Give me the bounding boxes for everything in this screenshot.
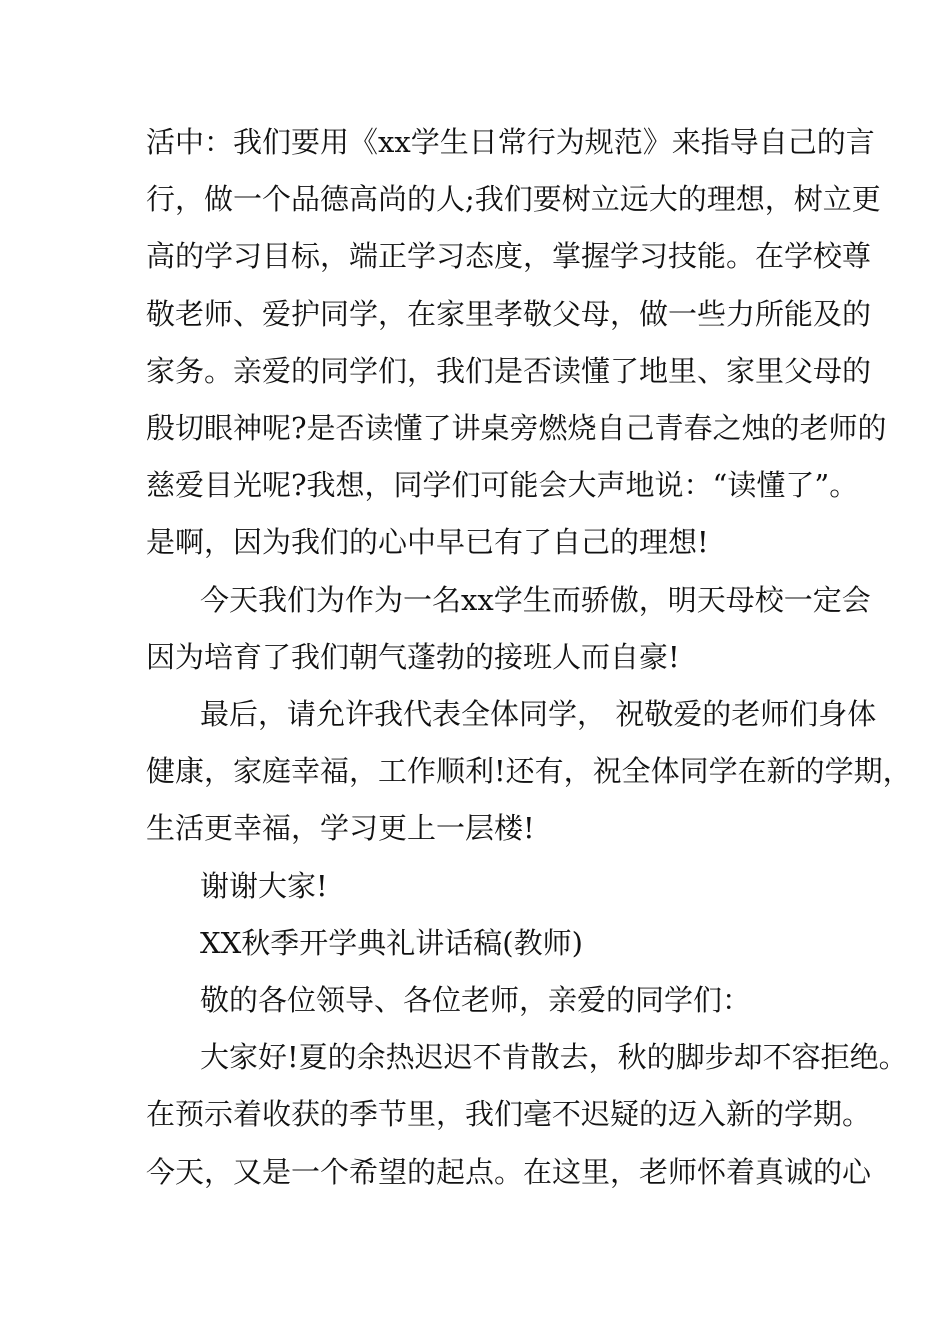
- paragraph-first-line: 大家好!夏的余热迟迟不肯散去，秋的脚步却不容拒绝。: [200, 1040, 908, 1074]
- text-line: 敬老师、爱护同学，在家里孝敬父母，做一些力所能及的: [146, 297, 872, 331]
- text-line: 慈爱目光呢?我想，同学们可能会大声地说：“读懂了”。: [146, 468, 859, 502]
- salutation-line: 敬的各位领导、各位老师，亲爱的同学们：: [200, 983, 752, 1017]
- text-line: 因为培育了我们朝气蓬勃的接班人而自豪!: [146, 640, 680, 674]
- section-title: XX秋季开学典礼讲话稿(教师): [200, 926, 583, 960]
- text-line: 生活更幸福，学习更上一层楼!: [146, 811, 535, 845]
- text-line: 行，做一个品德高尚的人;我们要树立远大的理想，树立更: [146, 182, 881, 216]
- paragraph-first-line: 最后，请允许我代表全体同学， 祝敬爱的老师们身体: [200, 697, 877, 731]
- closing-line: 谢谢大家!: [200, 869, 328, 903]
- text-line: 家务。亲爱的同学们，我们是否读懂了地里、家里父母的: [146, 354, 872, 388]
- text-line: 活中：我们要用《xx学生日常行为规范》来指导自己的言: [146, 125, 875, 159]
- paragraph-first-line: 今天我们为作为一名xx学生而骄傲，明天母校一定会: [200, 583, 871, 617]
- text-line: 今天，又是一个希望的起点。在这里，老师怀着真诚的心: [146, 1155, 872, 1189]
- text-line: 是啊，因为我们的心中早已有了自己的理想!: [146, 525, 709, 559]
- text-line: 健康，家庭幸福，工作顺利!还有，祝全体同学在新的学期，: [146, 754, 912, 788]
- text-line: 高的学习目标，端正学习态度，掌握学习技能。在学校尊: [146, 239, 872, 273]
- text-line: 在预示着收获的季节里，我们毫不迟疑的迈入新的学期。: [146, 1097, 872, 1131]
- text-line: 殷切眼神呢?是否读懂了讲桌旁燃烧自己青春之烛的老师的: [146, 411, 887, 445]
